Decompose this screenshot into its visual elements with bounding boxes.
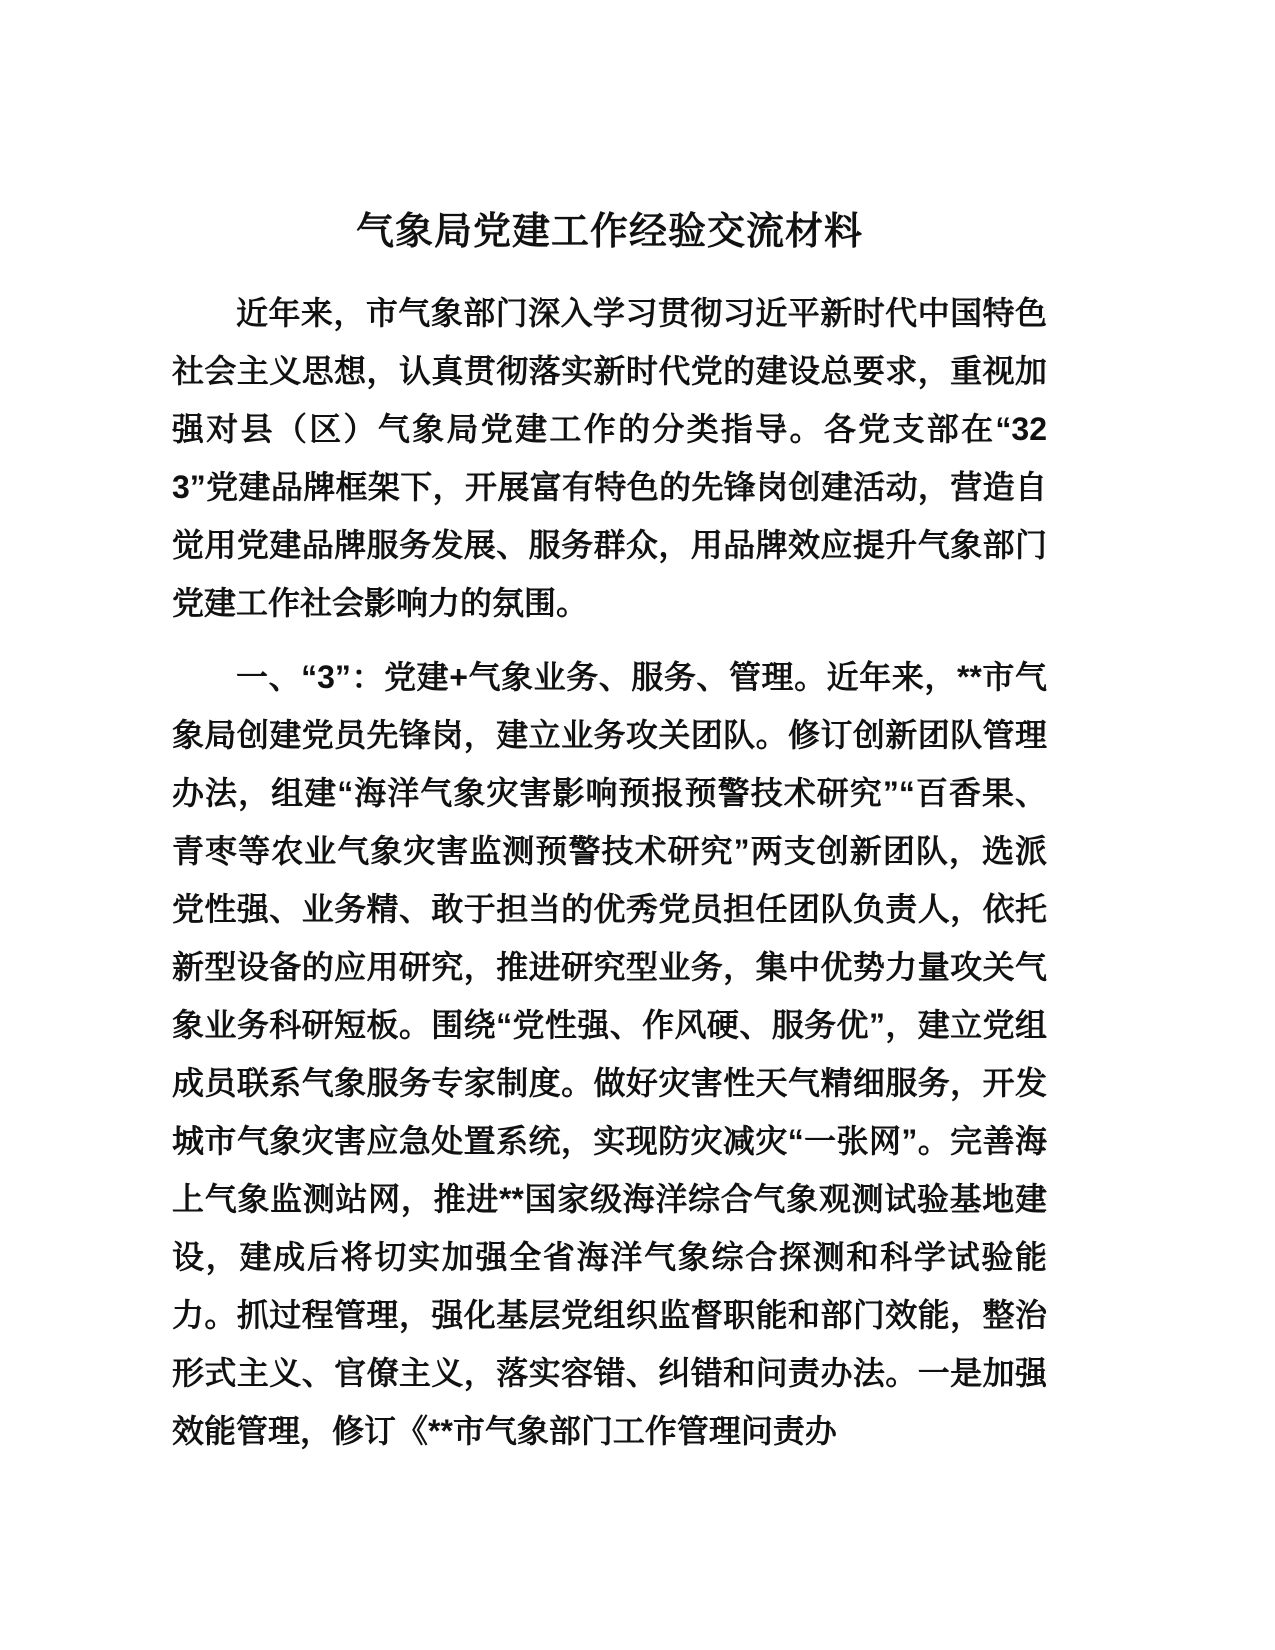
document-title: 气象局党建工作经验交流材料 (355, 211, 863, 253)
paragraph-intro: 近年来，市气象部门深入学习贯彻习近平新时代中国特色社会主义思想，认真贯彻落实新时代党的建设总要求，重视加强对县（区）气象局党建工作的分类指导。各党支部在“323”党建品牌框架下，开展富有特色的先锋岗创建活动，营造自觉用党建品牌服务发展、服务群众，用品牌效应提升气象部门党建工作社会影响力的氛围。 (172, 295, 1047, 621)
paragraph-section-one: 一、“3”：党建+气象业务、服务、管理。近年来，**市气象局创建党员先锋岗，建立业务攻关团队。修订创新团队管理办法，组建“海洋气象灾害影响预报预警技术研究”“百香果、青枣等农业气象灾害监测预警技术研究”两支创新团队，选派党性强、业务精、敢于担当的优秀党员担任团队负责人，依托新型设备的应用研究，推进研究型业务，集中优势力量攻关气象业务科研短板。围绕“党性强、作风硬、服务优”，建立党组成员联系气象服务专家制度。做好灾害性天气精细服务，开发城市气象灾害应急处置系统，实现防灾减灾“一张网”。完善海上气象监测站网，推进**国家级海洋综合气象观测试验基地建设，建成后将切实加强全省海洋气象综合探测和科学试验能力。抓过程管理，强化基层党组织监督职能和部门效能，整治形式主义、官僚主义，落实容错、纠错和问责办法。一是加强效能管理，修订《**市气象部门工作管理问责办 (172, 659, 1047, 1449)
